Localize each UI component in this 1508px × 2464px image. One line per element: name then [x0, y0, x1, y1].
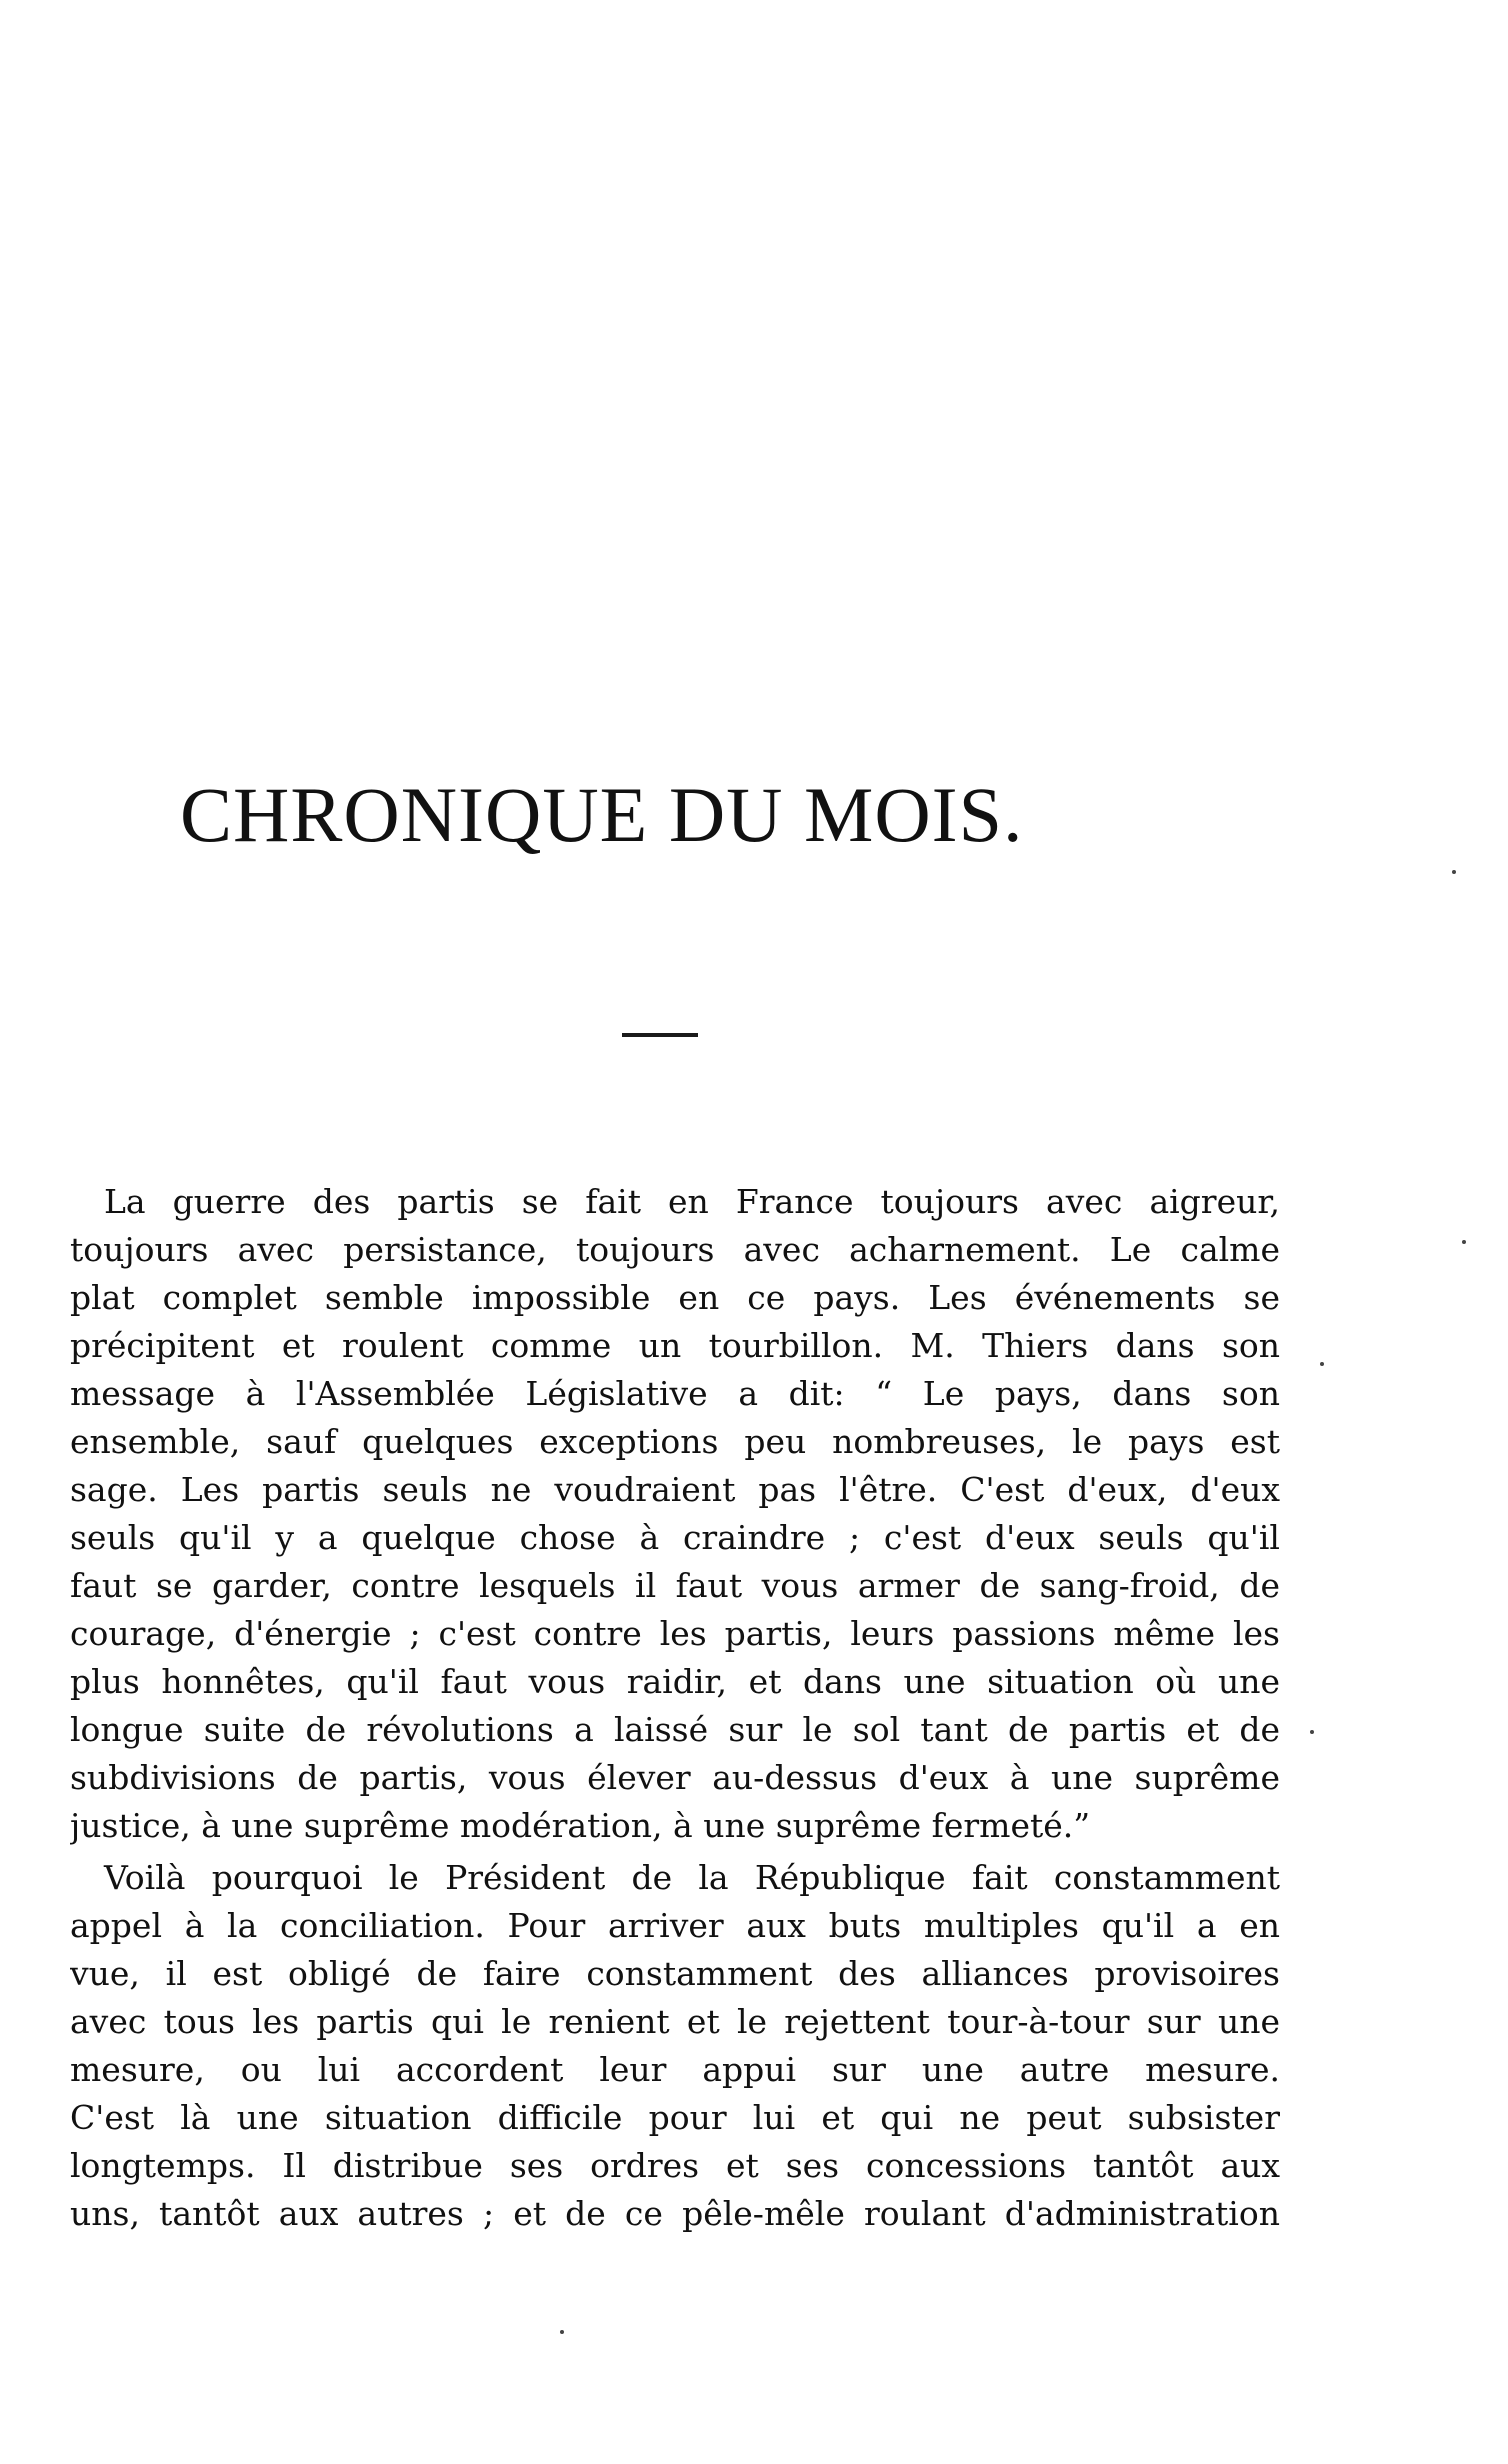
text-line: La guerre des partis se fait en France toujours avec aigreur, [104, 1182, 1280, 1221]
text-line: courage, d'énergie ; c'est contre les partis, leurs passions même les [70, 1614, 1280, 1653]
page-title: CHRONIQUE DU MOIS. [180, 771, 1024, 858]
article-body [70, 1178, 1280, 2238]
scan-speck [1320, 1362, 1324, 1366]
text-line: seuls qu'il y a quelque chose à craindre ; c'est d'eux seuls qu'il [70, 1518, 1280, 1557]
text-line: mesure, ou lui accordent leur appui sur une autre mesure. [70, 2050, 1280, 2089]
text-line: uns, tantôt aux autres ; et de ce pêle-mêle roulant d'administration [70, 2194, 1280, 2233]
text-line: plus honnêtes, qu'il faut vous raidir, et dans une situation où une [70, 1662, 1280, 1701]
text-line: ensemble, sauf quelques exceptions peu nombreuses, le pays est [70, 1422, 1280, 1461]
text-line: longue suite de révolutions a laissé sur le sol tant de partis et de [70, 1710, 1280, 1749]
text-line: toujours avec persistance, toujours avec acharnement. Le calme [70, 1230, 1280, 1269]
text-line: plat complet semble impossible en ce pays. Les événements se [70, 1278, 1280, 1317]
text-line: C'est là une situation difficile pour lui et qui ne peut subsister [70, 2098, 1280, 2137]
text-line: subdivisions de partis, vous élever au-dessus d'eux à une suprême [70, 1758, 1280, 1797]
text-line: vue, il est obligé de faire constamment des alliances provisoires [70, 1954, 1280, 1993]
text-line: sage. Les partis seuls ne voudraient pas l'être. C'est d'eux, d'eux [70, 1470, 1280, 1509]
text-line: appel à la conciliation. Pour arriver aux buts multiples qu'il a en [70, 1906, 1280, 1945]
scan-speck [560, 2330, 564, 2334]
scan-speck [1310, 1730, 1314, 1734]
title-divider [622, 1033, 698, 1037]
text-line: justice, à une suprême modération, à une suprême fermeté.” [70, 1806, 1091, 1845]
text-line: précipitent et roulent comme un tourbillon. M. Thiers dans son [70, 1326, 1280, 1365]
text-line: avec tous les partis qui le renient et le rejettent tour-à-tour sur une [70, 2002, 1280, 2041]
text-line: longtemps. Il distribue ses ordres et ses concessions tantôt aux [70, 2146, 1280, 2185]
scan-speck [1462, 1240, 1466, 1244]
text-line: faut se garder, contre lesquels il faut vous armer de sang-froid, de [70, 1566, 1280, 1605]
scan-speck [1452, 870, 1456, 874]
text-line: message à l'Assemblée Législative a dit: “ Le pays, dans son [70, 1374, 1280, 1413]
text-line: Voilà pourquoi le Président de la République fait constamment [104, 1858, 1280, 1897]
